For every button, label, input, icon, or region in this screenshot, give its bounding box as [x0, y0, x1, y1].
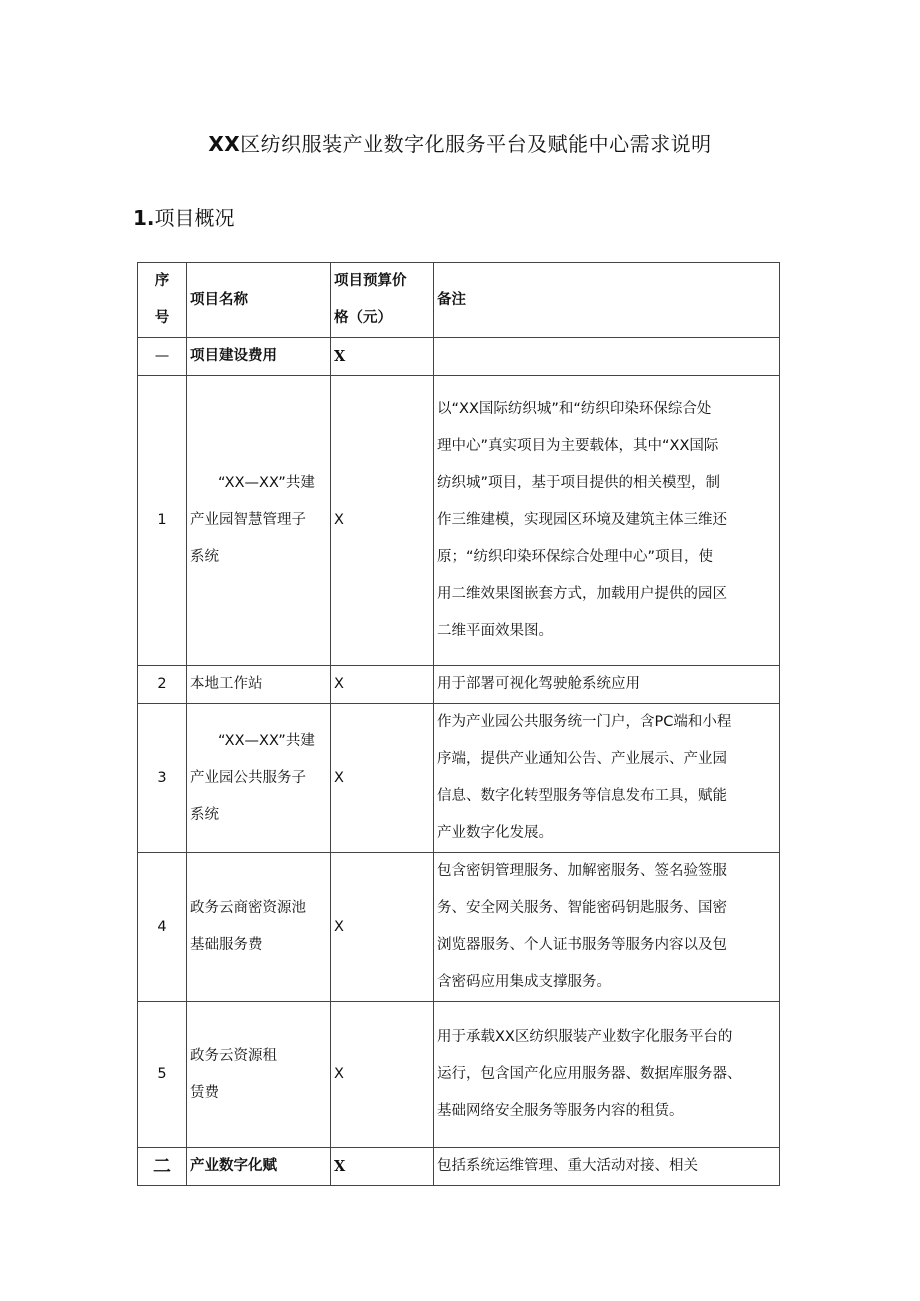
row-remark: 包括系统运维管理、重大活动对接、相关 — [434, 1148, 780, 1186]
remark-line: 信息、数字化转型服务等信息发布工具，赋能 — [437, 788, 727, 804]
row-name-line: “XX—XX”共建 — [218, 475, 315, 491]
project-table — [137, 262, 780, 1186]
remark-line: 运行，包含国产化应用服务器、数据库服务器、 — [437, 1066, 742, 1082]
row-remark: 用于部署可视化驾驶舱系统应用 — [434, 666, 780, 704]
row-price: X — [331, 338, 434, 376]
row-price: X — [331, 1002, 434, 1148]
row-name — [187, 1002, 331, 1148]
row-remark — [434, 338, 780, 376]
remark-line: 作为产业园公共服务统一门户，含PC端和小程 — [437, 714, 732, 730]
title-prefix: XX — [208, 132, 241, 156]
row-name: 项目建设费用 — [187, 338, 331, 376]
row-name-line: 产业园公共服务子 — [190, 769, 306, 786]
table-row — [138, 1002, 780, 1148]
row-price: X — [331, 666, 434, 704]
row-price: X — [331, 1148, 434, 1186]
row-seq: 4 — [138, 853, 187, 1002]
remark-line: 浏览器服务、个人证书服务等服务内容以及包 — [437, 937, 727, 953]
header-name: 项目名称 — [187, 263, 331, 338]
row-name-line: 系统 — [190, 806, 219, 823]
header-price — [331, 263, 434, 338]
header-price-line1: 项目预算价 — [334, 273, 407, 289]
remark-line: 含密码应用集成支撑服务。 — [437, 974, 611, 990]
row-price: X — [331, 704, 434, 853]
table-row — [138, 666, 780, 704]
remark-line: 包含密钥管理服务、加解密服务、签名验签服 — [437, 863, 727, 879]
row-name-line: “XX—XX”共建 — [218, 732, 315, 749]
row-name-line: 系统 — [190, 549, 219, 565]
table-row — [138, 704, 780, 853]
remark-line: 务、安全网关服务、智能密码钥匙服务、国密 — [437, 900, 727, 916]
header-seq — [138, 263, 187, 338]
row-seq: 二 — [138, 1148, 187, 1186]
table-row — [138, 376, 780, 666]
table-row — [138, 1148, 780, 1186]
row-name: 产业数字化赋 — [187, 1148, 331, 1186]
remark-line: 二维平面效果图。 — [437, 623, 553, 639]
section-heading — [133, 202, 235, 231]
section-number: 1. — [133, 206, 155, 230]
remark-line: 理中心”真实项目为主要载体，其中“XX国际 — [437, 438, 719, 454]
header-price-line2: 格（元） — [334, 310, 392, 326]
remark-line: 用于承载XX区纺织服装产业数字化服务平台的 — [437, 1029, 733, 1045]
row-name-line: 基础服务费 — [190, 937, 263, 953]
row-remark — [434, 704, 780, 853]
title-text: 区纺织服装产业数字化服务平台及赋能中心需求说明 — [240, 132, 712, 156]
remark-line: 序端，提供产业通知公告、产业展示、产业园 — [437, 751, 727, 767]
row-seq: 5 — [138, 1002, 187, 1148]
row-name — [187, 376, 331, 666]
remark-line: 原；“纺织印染环保综合处理中心”项目，使 — [437, 549, 714, 565]
row-seq: — — [138, 338, 187, 376]
row-seq: 3 — [138, 704, 187, 853]
table-row — [138, 338, 780, 376]
row-name-line: 政务云资源租 — [190, 1047, 277, 1064]
row-name — [187, 704, 331, 853]
header-seq-line1: 序 — [154, 273, 170, 289]
document-title — [0, 128, 920, 157]
row-name-line: 产业园智慧管理子 — [190, 512, 306, 528]
row-price: X — [331, 853, 434, 1002]
remark-line: 产业数字化发展。 — [437, 825, 553, 841]
row-remark — [434, 376, 780, 666]
row-name-line: 政务云商密资源池 — [190, 900, 306, 916]
row-seq: 1 — [138, 376, 187, 666]
remark-line: 作三维建模，实现园区环境及建筑主体三维还 — [437, 512, 727, 528]
row-remark — [434, 853, 780, 1002]
table-header-row — [138, 263, 780, 338]
remark-line: 基础网络安全服务等服务内容的租赁。 — [437, 1103, 684, 1119]
remark-line: 以“XX国际纺织城”和“纺织印染环保综合处 — [437, 401, 712, 417]
section-title: 项目概况 — [154, 206, 235, 230]
row-seq: 2 — [138, 666, 187, 704]
row-name: 本地工作站 — [187, 666, 331, 704]
table-row — [138, 853, 780, 1002]
header-seq-line2: 号 — [154, 310, 170, 326]
row-name-line: 赁费 — [190, 1084, 219, 1101]
row-price: X — [331, 376, 434, 666]
row-name — [187, 853, 331, 1002]
remark-line: 纺织城”项目，基于项目提供的相关模型，制 — [437, 475, 721, 491]
row-remark — [434, 1002, 780, 1148]
header-remark: 备注 — [434, 263, 780, 338]
remark-line: 用二维效果图嵌套方式，加载用户提供的园区 — [437, 586, 727, 602]
